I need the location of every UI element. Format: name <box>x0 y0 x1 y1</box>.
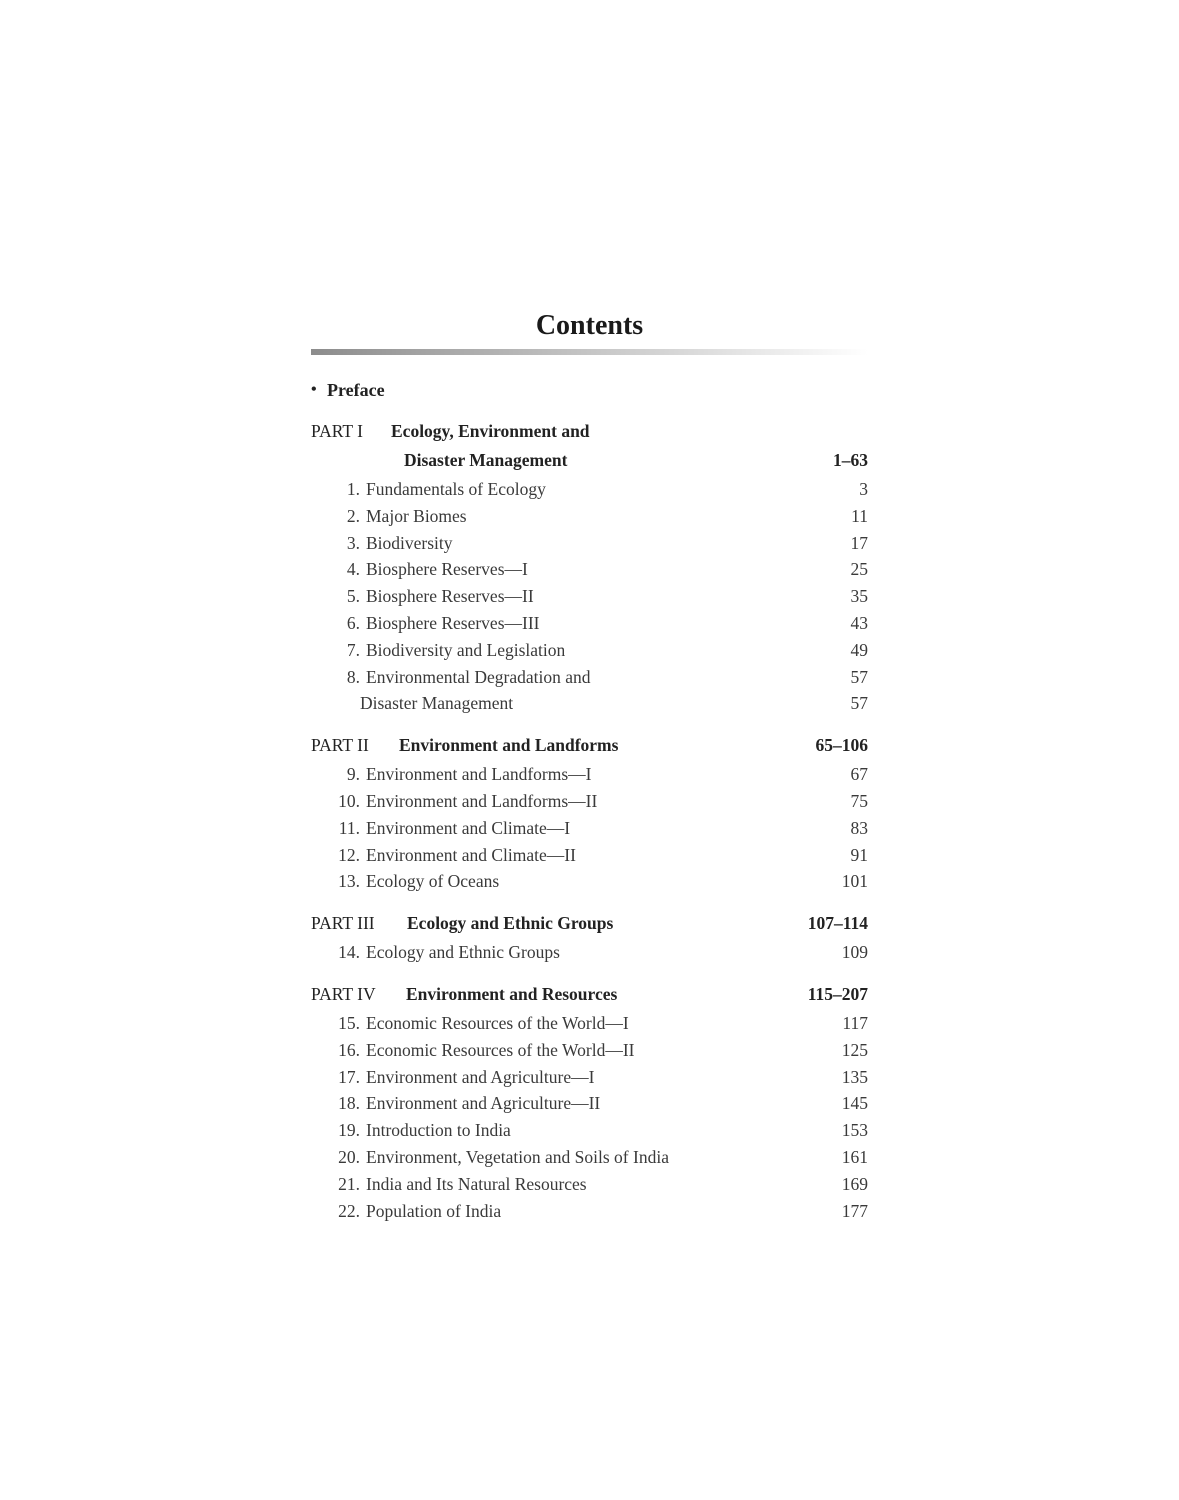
chapter-title: Environment and Landforms—I <box>366 764 592 785</box>
chapter-entry[interactable] <box>311 1010 868 1037</box>
chapter-title: Introduction to India <box>366 1120 511 1141</box>
part-label: PART IV <box>311 983 376 1004</box>
chapter-page: 109 <box>841 942 868 963</box>
chapter-page: 117 <box>842 1012 868 1033</box>
chapter-number: 7. <box>346 639 360 660</box>
chapter-entry[interactable] <box>311 583 868 610</box>
chapter-title: Biosphere Reserves—I <box>366 559 528 580</box>
chapter-page: 43 <box>850 612 868 633</box>
chapter-page: 125 <box>841 1039 868 1060</box>
chapter-entry[interactable] <box>311 1090 868 1117</box>
chapter-number: 9. <box>346 764 360 785</box>
chapter-list <box>311 939 868 966</box>
chapter-page: 101 <box>841 871 868 892</box>
chapter-number: 19. <box>338 1120 360 1141</box>
chapter-page: 57 <box>850 666 868 687</box>
chapter-title: Economic Resources of the World—II <box>366 1039 635 1060</box>
part-2 <box>311 731 868 895</box>
chapter-page: 17 <box>850 532 868 553</box>
part-heading[interactable] <box>311 980 868 1009</box>
chapter-page: 3 <box>859 479 868 499</box>
part-page-range: 115–207 <box>807 983 868 1004</box>
part-title: Environment and Resources <box>406 983 618 1004</box>
chapter-entry[interactable] <box>311 1144 868 1171</box>
chapter-number: 14. <box>338 942 360 963</box>
contents-page <box>311 308 868 1224</box>
part-3 <box>311 909 868 966</box>
chapter-entry[interactable] <box>311 1171 868 1198</box>
chapter-entry[interactable] <box>311 939 868 966</box>
chapter-entry[interactable] <box>311 1198 868 1225</box>
chapter-page: 161 <box>841 1146 868 1167</box>
chapter-entry[interactable] <box>311 1064 868 1091</box>
chapter-page: 11 <box>851 505 868 526</box>
chapter-number: 10. <box>338 790 360 811</box>
chapter-list <box>311 476 868 717</box>
chapter-entry-continued[interactable] <box>311 690 868 717</box>
chapter-entry[interactable] <box>311 664 868 691</box>
chapter-number: 22. <box>338 1200 360 1221</box>
preface-entry[interactable] <box>311 378 868 402</box>
part-label: PART II <box>311 735 369 756</box>
chapter-title: Biodiversity <box>366 532 453 553</box>
chapter-number: 12. <box>338 844 360 865</box>
chapter-entry[interactable] <box>311 842 868 869</box>
chapter-number: 15. <box>338 1012 360 1033</box>
chapter-number: 18. <box>338 1093 360 1114</box>
part-heading[interactable] <box>311 909 868 938</box>
chapter-entry[interactable] <box>311 503 868 530</box>
chapter-entry[interactable] <box>311 476 868 503</box>
part-page-range: 1–63 <box>833 450 868 470</box>
chapter-number: 4. <box>346 559 360 580</box>
chapter-title: Disaster Management <box>360 693 514 714</box>
chapter-title: Environment and Climate—I <box>366 817 571 838</box>
chapter-title: Environment and Agriculture—I <box>366 1066 595 1087</box>
chapter-title: Biosphere Reserves—II <box>366 586 534 607</box>
chapter-number: 2. <box>346 505 360 526</box>
part-label: PART III <box>311 913 375 934</box>
chapter-title: India and Its Natural Resources <box>366 1173 587 1194</box>
chapter-page: 145 <box>841 1093 868 1114</box>
chapter-title: Biosphere Reserves—III <box>366 612 540 633</box>
chapter-entry[interactable] <box>311 637 868 664</box>
part-title: Environment and Landforms <box>399 735 619 756</box>
chapter-page: 49 <box>850 639 868 660</box>
chapter-number: 21. <box>338 1173 360 1194</box>
part-heading-line2[interactable] <box>311 446 868 475</box>
preface-label: Preface <box>327 380 385 400</box>
bullet-icon: • <box>311 381 317 398</box>
chapter-title: Environment and Agriculture—II <box>366 1093 601 1114</box>
chapter-list <box>311 1010 868 1224</box>
chapter-title: Biodiversity and Legislation <box>366 639 566 660</box>
chapter-page: 75 <box>850 790 868 811</box>
chapter-number: 1. <box>346 479 360 499</box>
chapter-page: 83 <box>850 817 868 838</box>
chapter-page: 177 <box>841 1200 868 1221</box>
part-heading[interactable] <box>311 417 868 446</box>
chapter-title: Population of India <box>366 1200 502 1221</box>
part-page-range: 107–114 <box>807 913 868 934</box>
chapter-number: 3. <box>346 532 360 553</box>
chapter-number: 5. <box>346 586 360 607</box>
chapter-title: Ecology and Ethnic Groups <box>366 942 560 963</box>
chapter-title: Environment and Climate—II <box>366 844 576 865</box>
chapter-title: Environment, Vegetation and Soils of India <box>366 1146 669 1167</box>
part-title-line1: Ecology, Environment and <box>391 421 590 441</box>
chapter-number: 6. <box>346 612 360 633</box>
chapter-entry[interactable] <box>311 1117 868 1144</box>
chapter-number: 20. <box>338 1146 360 1167</box>
chapter-page: 135 <box>841 1066 868 1087</box>
chapter-list <box>311 761 868 895</box>
chapter-number: 11. <box>338 817 360 838</box>
chapter-title: Ecology of Oceans <box>366 871 500 892</box>
part-page-range: 65–106 <box>815 735 868 756</box>
chapter-number: 17. <box>338 1066 360 1087</box>
chapter-entry[interactable] <box>311 610 868 637</box>
chapter-page: 67 <box>850 764 868 785</box>
chapter-title: Major Biomes <box>366 505 467 526</box>
chapter-number: 8. <box>346 666 360 687</box>
chapter-entry[interactable] <box>311 556 868 583</box>
chapter-title: Environment and Landforms—II <box>366 790 598 811</box>
chapter-entry[interactable] <box>311 868 868 895</box>
part-title-line2: Disaster Management <box>404 450 568 470</box>
chapter-page: 35 <box>850 586 868 607</box>
chapter-page: 57 <box>850 693 868 714</box>
chapter-title: Fundamentals of Ecology <box>366 479 546 499</box>
part-1 <box>311 417 868 717</box>
chapter-page: 169 <box>841 1173 868 1194</box>
page-title: Contents <box>535 310 644 341</box>
chapter-entry[interactable] <box>311 530 868 557</box>
chapter-number: 16. <box>338 1039 360 1060</box>
chapter-title: Economic Resources of the World—I <box>366 1012 629 1033</box>
chapter-number: 13. <box>338 871 360 892</box>
part-label: PART I <box>311 421 363 441</box>
chapter-page: 91 <box>850 844 868 865</box>
chapter-entry[interactable] <box>311 815 868 842</box>
chapter-entry[interactable] <box>311 761 868 788</box>
part-heading[interactable] <box>311 731 868 760</box>
chapter-page: 153 <box>841 1120 868 1141</box>
chapter-page: 25 <box>850 559 868 580</box>
chapter-title: Environmental Degradation and <box>366 666 591 687</box>
part-title: Ecology and Ethnic Groups <box>407 913 614 934</box>
title-rule <box>311 349 868 355</box>
part-4 <box>311 980 868 1224</box>
chapter-entry[interactable] <box>311 1037 868 1064</box>
chapter-entry[interactable] <box>311 788 868 815</box>
